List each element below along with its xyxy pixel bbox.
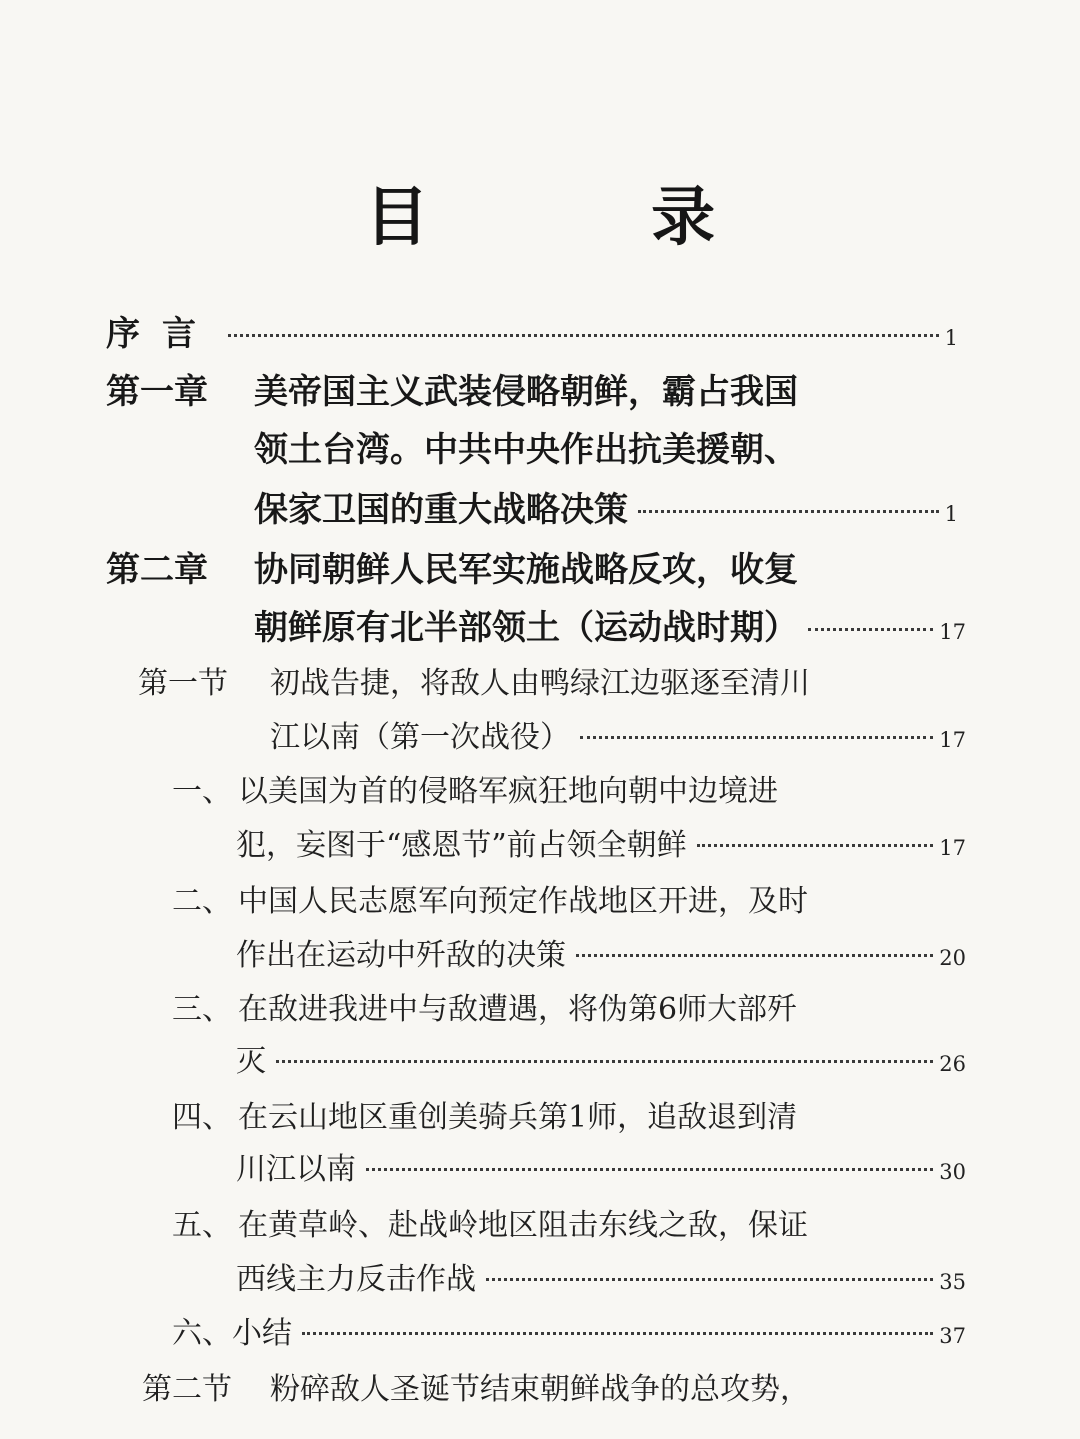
page-number: 37	[939, 1324, 966, 1348]
toc-entry-item-5-label	[172, 1200, 232, 1244]
toc-entry-title: 粉碎敌人圣诞节结束朝鲜战争的总攻势，	[270, 1372, 810, 1407]
toc-entry-item-5-line-2	[236, 1254, 966, 1298]
toc-entry-title: 美帝国主义武装侵略朝鲜，霸占我国	[254, 372, 798, 412]
toc-entry-item-5-line-1	[238, 1200, 808, 1244]
toc-entry-item-3-line-2	[236, 1036, 966, 1080]
toc-entry-label: 六、	[172, 1316, 232, 1351]
toc-entry-chapter-2-line-2	[254, 600, 966, 649]
toc-entry-item-1-line-2	[236, 820, 966, 864]
toc-entry-label: 第一章	[106, 372, 208, 412]
page-number: 20	[939, 946, 966, 970]
toc-entry-item-4-line-2	[236, 1144, 966, 1188]
toc-entry-item-1-label	[172, 766, 232, 810]
dot-leader	[276, 1060, 933, 1063]
dot-leader	[302, 1332, 933, 1335]
page-number: 1	[944, 326, 958, 350]
toc-entry-section-2-line-1	[270, 1364, 810, 1408]
toc-entry-label: 四、	[172, 1100, 232, 1135]
toc-entry-item-3-line-1	[238, 984, 797, 1028]
page-number: 17	[939, 620, 966, 644]
toc-entry-title: 作出在运动中歼敌的决策	[236, 938, 566, 973]
toc-entry-section-1-line-2	[270, 712, 966, 756]
toc-entry-title: 以美国为首的侵略军疯狂地向朝中边境进	[238, 774, 778, 809]
dot-leader	[576, 954, 933, 957]
toc-entry-label: 三、	[172, 992, 232, 1027]
toc-entry-title: 小结	[232, 1316, 292, 1351]
toc-entry-item-2-label	[172, 876, 232, 920]
toc-entry-title: 江以南（第一次战役）	[270, 720, 570, 755]
toc-entry-item-2-line-2	[236, 930, 966, 974]
toc-entry-chapter-1-line-2	[254, 422, 798, 471]
dot-leader	[808, 628, 933, 631]
toc-entry-title: 在云山地区重创美骑兵第1师，追敌退到清	[238, 1100, 798, 1135]
toc-entry-item-4-label	[172, 1092, 232, 1136]
toc-entry-label: 第二节	[142, 1372, 232, 1407]
toc-entry-preface	[106, 306, 958, 355]
toc-entry-item-6	[172, 1308, 966, 1352]
toc-entry-chapter-1-label	[106, 364, 208, 413]
toc-entry-title: 保家卫国的重大战略决策	[254, 490, 628, 530]
toc-entry-section-1-label	[138, 658, 228, 702]
dot-leader	[697, 844, 934, 847]
toc-entry-title: 川江以南	[236, 1152, 356, 1187]
page-number: 1	[944, 502, 958, 526]
toc-entry-item-2-line-1	[238, 876, 808, 920]
page-title: 目 录	[364, 181, 816, 255]
toc-entry-title: 在黄草岭、赴战岭地区阻击东线之敌，保证	[238, 1208, 808, 1243]
dot-leader	[228, 334, 939, 337]
toc-entry-item-1-line-1	[238, 766, 778, 810]
toc-entry-title: 中国人民志愿军向预定作战地区开进，及时	[238, 884, 808, 919]
toc-entry-title: 西线主力反击作战	[236, 1262, 476, 1297]
toc-entry-title: 朝鲜原有北半部领土（运动战时期）	[254, 608, 798, 648]
toc-entry-label: 第二章	[106, 550, 208, 590]
page-number: 26	[939, 1052, 966, 1076]
page-number: 17	[939, 728, 966, 752]
dot-leader	[366, 1168, 933, 1171]
dot-leader	[486, 1278, 933, 1281]
toc-entry-title: 灭	[236, 1044, 266, 1079]
toc-entry-label: 一、	[172, 774, 232, 809]
page-number: 17	[939, 836, 966, 860]
toc-entry-title: 领土台湾。中共中央作出抗美援朝、	[254, 430, 798, 470]
toc-entry-item-4-line-1	[238, 1092, 797, 1136]
toc-entry-chapter-1-line-1	[254, 364, 798, 413]
dot-leader	[638, 510, 939, 513]
toc-entry-label: 序言	[106, 314, 218, 354]
toc-entry-chapter-1-line-3	[254, 482, 958, 531]
page-number: 30	[939, 1160, 966, 1184]
toc-entry-title: 犯，妄图于“感恩节”前占领全朝鲜	[236, 828, 687, 863]
toc-entry-section-1-line-1	[270, 658, 810, 702]
toc-entry-label: 第一节	[138, 666, 228, 701]
toc-entry-title: 在敌进我进中与敌遭遇，将伪第6师大部歼	[238, 992, 798, 1027]
toc-entry-label: 二、	[172, 884, 232, 919]
toc-entry-item-3-label	[172, 984, 232, 1028]
toc-entry-title: 协同朝鲜人民军实施战略反攻，收复	[254, 550, 798, 590]
toc-entry-section-2-label	[142, 1364, 232, 1408]
toc-entry-chapter-2-line-1	[254, 542, 798, 591]
page-number: 35	[939, 1270, 966, 1294]
toc-entry-title: 初战告捷，将敌人由鸭绿江边驱逐至清川	[270, 666, 810, 701]
toc-entry-chapter-2-label	[106, 542, 208, 591]
dot-leader	[580, 736, 933, 739]
toc-entry-label: 五、	[172, 1208, 232, 1243]
